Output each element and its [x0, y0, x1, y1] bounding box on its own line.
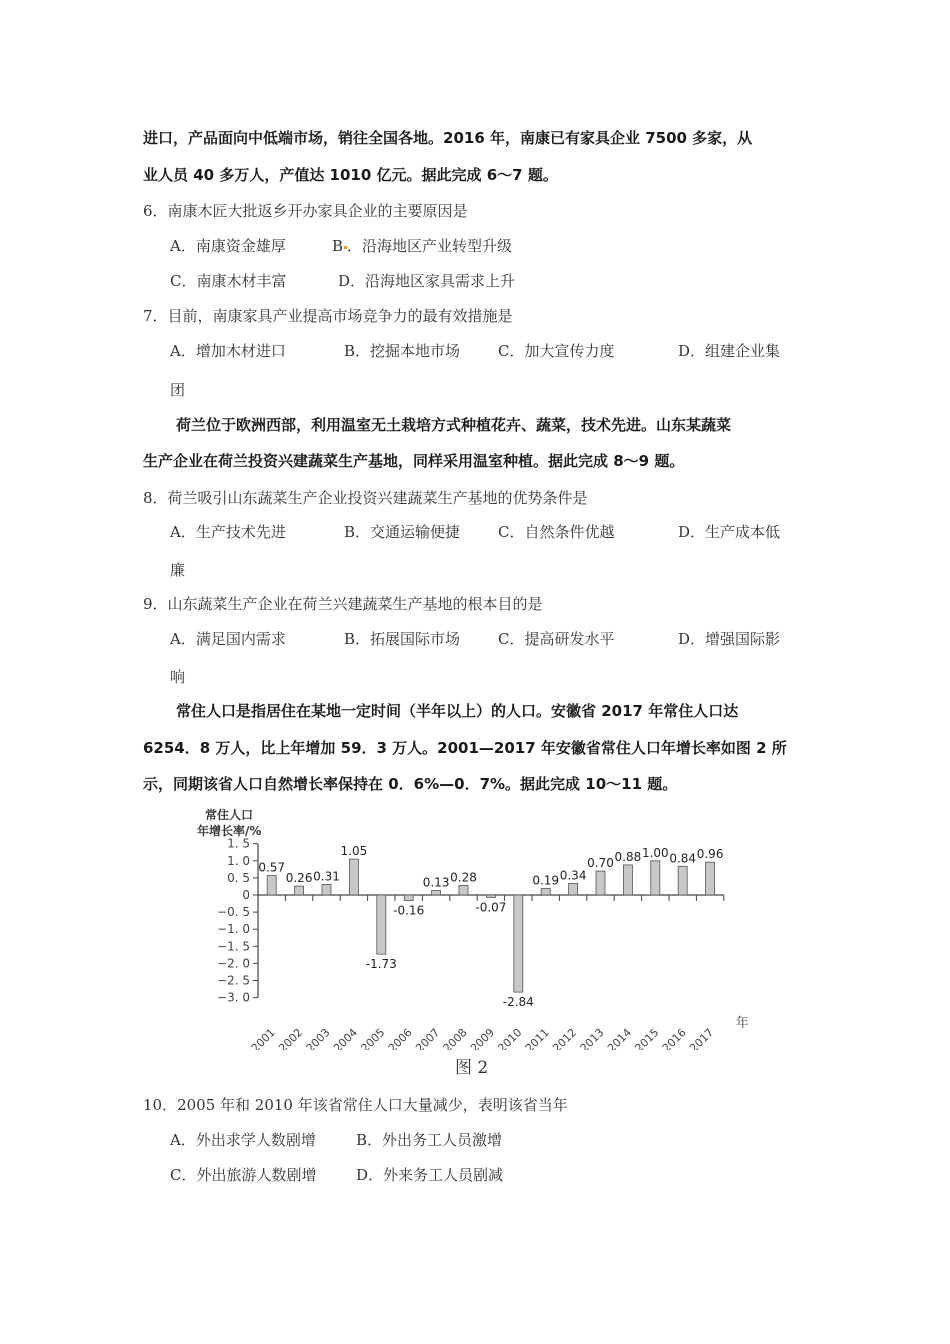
bar-value-label: -1.73 [365, 957, 397, 972]
y-tick-label: 1. 5 [227, 836, 250, 851]
q7-option-c[interactable]: C．加大宣传力度 [498, 342, 615, 360]
y-tick-label: −2. 5 [217, 973, 250, 988]
q10-option-b[interactable]: B．外出务工人员激增 [356, 1131, 503, 1149]
q7-option-d[interactable]: D．组建企业集 [678, 342, 781, 360]
bar-value-label: 0.31 [313, 869, 340, 884]
bar-2012 [569, 883, 578, 895]
question-10: 10．2005 年和 2010 年该省常住人口大量减少，表明该省当年 [143, 1096, 568, 1114]
q10-option-a[interactable]: A．外出求学人数剧增 [170, 1131, 316, 1149]
q8-option-c[interactable]: C．自然条件优越 [498, 523, 615, 541]
q8-option-a[interactable]: A．生产技术先进 [170, 523, 286, 541]
q8-option-b[interactable]: B．交通运输便捷 [344, 523, 461, 541]
bar-2002 [295, 886, 304, 895]
bar-value-label: 0.70 [587, 856, 614, 871]
y-tick-label: 0 [242, 888, 250, 902]
bar-value-label: 0.19 [532, 873, 560, 888]
bar-2015 [651, 861, 660, 895]
bar-2008 [459, 885, 468, 895]
bar-value-label: 1.05 [340, 844, 368, 859]
bar-2010 [514, 895, 523, 992]
x-tick-label: 2017 [687, 1025, 717, 1050]
q6-option-a[interactable]: A．南康资金雄厚 [170, 237, 286, 255]
bar-value-label: -0.16 [393, 903, 425, 918]
bar-value-label: 0.88 [614, 849, 642, 864]
x-tick-label: 2001 [248, 1025, 278, 1050]
bar-value-label: 0.26 [285, 871, 313, 886]
y-tick-label: 0. 5 [227, 870, 250, 885]
passage2-line1: 荷兰位于欧洲西部，利用温室无土栽培方式种植花卉、蔬菜，技术先进。山东某蔬菜 [176, 416, 732, 434]
q8-option-d[interactable]: D．生产成本低 [678, 523, 781, 541]
x-tick-label: 2008 [440, 1025, 470, 1050]
question-9: 9．山东蔬菜生产企业在荷兰兴建蔬菜生产基地的根本目的是 [143, 595, 543, 613]
passage1-line2: 业人员 40 多万人，产值达 1010 亿元。据此完成 6～7 题。 [143, 166, 558, 184]
x-tick-label: 2005 [358, 1025, 388, 1050]
bar-2011 [541, 889, 550, 895]
x-tick-label: 2007 [413, 1025, 443, 1050]
bar-2003 [322, 884, 331, 895]
bar-value-label: -2.84 [502, 995, 534, 1010]
bar-value-label: 0.57 [258, 860, 286, 875]
q6-option-c[interactable]: C．南康木材丰富 [170, 272, 287, 290]
passage3-line1: 常住人口是指居住在某地一定时间（半年以上）的人口。安徽省 2017 年常住人口达 [176, 702, 739, 720]
figure-caption: 图 2 [455, 1058, 489, 1078]
y-tick-label: −0. 5 [217, 905, 250, 920]
bar-2006 [404, 895, 413, 900]
x-tick-label: 2012 [550, 1025, 580, 1050]
q9-option-a[interactable]: A．满足国内需求 [170, 630, 286, 648]
bar-value-label: 0.34 [559, 868, 587, 883]
question-stem: 南康木匠大批返乡开办家具企业的主要原因是 [167, 202, 468, 220]
population-growth-chart [195, 805, 765, 1090]
bar-2004 [349, 859, 358, 895]
x-tick-label: 2014 [605, 1025, 635, 1050]
bar-2017 [706, 862, 715, 895]
y-tick-label: −1. 5 [217, 939, 250, 954]
passage3-line2: 6254．8 万人，比上年增加 59．3 万人。2001—2017 年安徽省常住人口年增长率如图 2 所 [143, 739, 787, 757]
x-tick-label: 2013 [577, 1025, 607, 1050]
bar-2014 [623, 865, 632, 895]
y-axis-title-line1: 常住人口 [205, 808, 254, 822]
question-6 [143, 201, 468, 221]
bar-2005 [377, 895, 386, 954]
bar-2001 [267, 876, 276, 895]
q9-option-d[interactable]: D．增强国际影 [678, 630, 781, 648]
x-tick-label: 2006 [385, 1025, 415, 1050]
x-tick-label: 2011 [522, 1025, 552, 1050]
q10-option-c[interactable]: C．外出旅游人数剧增 [170, 1166, 317, 1184]
question-7: 7．目前，南康家具产业提高市场竞争力的最有效措施是 [143, 307, 513, 325]
y-axis-title-line2: 年增长率/% [197, 824, 262, 838]
x-tick-label: 2003 [303, 1025, 333, 1050]
q10-option-d[interactable]: D．外来务工人员剧减 [356, 1166, 504, 1184]
x-tick-label: 2004 [331, 1025, 361, 1050]
q7-option-b[interactable]: B．挖掘本地市场 [344, 342, 461, 360]
bar-2007 [432, 891, 441, 895]
bar-value-label: 0.96 [696, 847, 724, 862]
bar-value-label: 0.13 [422, 875, 450, 890]
x-tick-label: 2010 [495, 1025, 525, 1050]
y-tick-label: −2. 0 [217, 956, 250, 971]
q9-option-d-wrap: 响 [170, 668, 186, 686]
y-tick-label: −3. 0 [217, 990, 250, 1005]
x-tick-label: 2009 [468, 1025, 498, 1050]
x-tick-label: 2002 [276, 1025, 306, 1050]
q6-option-b[interactable]: B ．沿海地区产业转型升级 [332, 237, 513, 255]
q9-option-b[interactable]: B．拓展国际市场 [344, 630, 461, 648]
question-8: 8．荷兰吸引山东蔬菜生产企业投资兴建蔬菜生产基地的优势条件是 [143, 489, 588, 507]
q7-option-d-wrap: 团 [170, 381, 186, 399]
q9-option-c[interactable]: C．提高研发水平 [498, 630, 615, 648]
x-tick-label: 2015 [632, 1025, 662, 1050]
bar-value-label: 0.28 [450, 870, 477, 885]
bar-value-label: 1.00 [641, 845, 669, 860]
passage2-line2: 生产企业在荷兰投资兴建蔬菜生产基地，同样采用温室种植。据此完成 8～9 题。 [143, 452, 685, 470]
x-tick-label: 2016 [659, 1025, 689, 1050]
q6-option-d[interactable]: D．沿海地区家具需求上升 [338, 272, 516, 290]
y-tick-label: −1. 0 [217, 922, 250, 937]
passage1-line1: 进口，产品面向中低端市场，销往全国各地。2016 年，南康已有家具企业 7500 多家，从 [143, 129, 753, 147]
q7-option-a[interactable]: A．增加木材进口 [170, 342, 286, 360]
passage3-line3: 示，同期该省人口自然增长率保持在 0．6%—0．7%。据此完成 10～11 题。 [143, 775, 678, 793]
question-number: 6． [143, 202, 168, 220]
q8-option-d-wrap: 廉 [170, 561, 186, 579]
x-axis-title: 年 [735, 1016, 749, 1031]
bar-value-label: -0.07 [475, 900, 507, 915]
bar-2013 [596, 871, 605, 895]
bar-value-label: 0.84 [669, 851, 697, 866]
y-tick-label: 1. 0 [227, 853, 250, 868]
bar-2016 [678, 866, 687, 895]
bar-2009 [486, 895, 495, 897]
